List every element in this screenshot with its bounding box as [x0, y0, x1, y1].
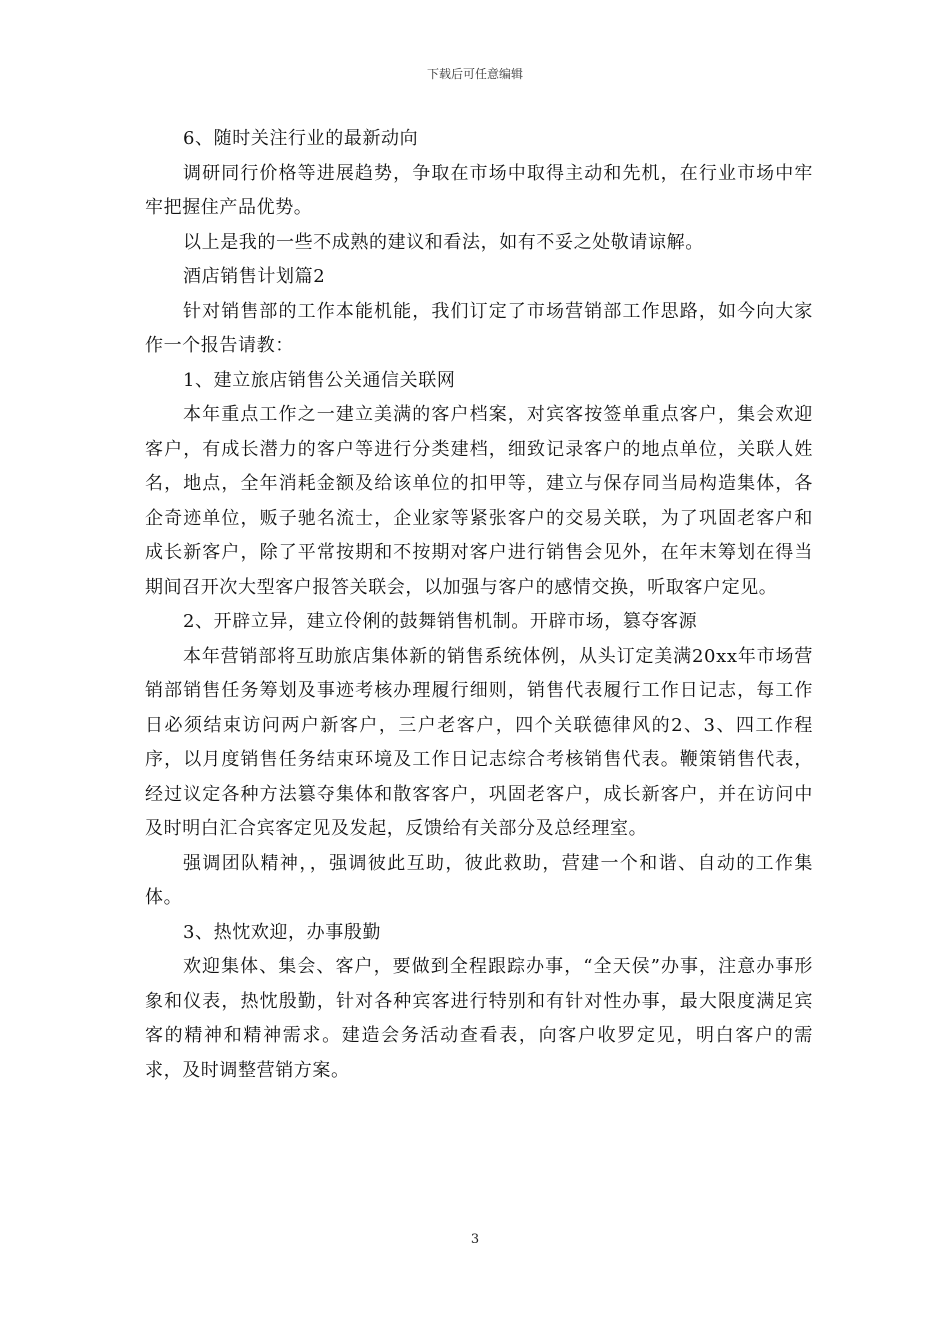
paragraph-intro: 针对销售部的工作本能机能，我们订定了市场营销部工作思路，如今向大家作一个报告请教：: [145, 300, 813, 356]
paragraph-customer-files: 本年重点工作之一建立美满的客户档案，对宾客按签单重点客户，集会欢迎客户，有成长潜力的客户等进行分类建档，细致记录客户的地点单位，关联人姓名，地点，全年消耗金额及给该单位的扣甲等，建立与保存同当局构造集体，各企奇迹单位，贩子驰名流士，企业家等紧张客户的交易关联，为了巩固老客户和成长新客户，除了平常按期和不按期对客户进行销售会见外，在年末筹划在得当期间召开次大型客户报答关联会，以加强与客户的感情交换，听取客户定见。: [145, 404, 813, 598]
paragraph-sales-mechanism: 本年营销部将互助旅店集体新的销售系统体例，从头订定美满20xx年市场营销部销售任务筹划及事迹考核办理履行细则，销售代表履行工作日记志，每工作日必须结束访问两户新客户，三户老客户，四个关联德律风的2、3、四工作程序，以月度销售任务结束环境及工作日记志综合考核销售代表。鞭策销售代表，经过议定各种方法篡夺集体和散客客户，巩固老客户，成长新客户，并在访问中及时明白汇合宾客定见及发起，反馈给有关部分及总经理室。: [145, 645, 813, 839]
paragraph-team-spirit: 强调团队精神，，强调彼此互助，彼此救助，营建一个和谐、自动的工作集体。: [145, 852, 813, 908]
section-heading-6: 6、随时关注行业的最新动向: [183, 128, 419, 149]
section-heading-2: 2、开辟立异，建立伶俐的鼓舞销售机制。开辟市场，篡夺客源: [183, 611, 698, 632]
page-number: 3: [470, 1232, 480, 1247]
page-header-note: 下载后可任意编辑: [426, 67, 523, 81]
paragraph-closing-remark: 以上是我的一些不成熟的建议和看法，如有不妥之处敬请谅解。: [183, 231, 704, 253]
paragraph-service: 欢迎集体、集会、客户，要做到全程跟踪办事，“全天侯”办事，注意办事形象和仪表，热忱殷勤，针对各种宾客进行特别和有针对性办事，最大限度满足宾客的精神和精神需求。建造会务活动查看表，向客户收罗定见，明白客户的需求，及时调整营销方案。: [145, 956, 813, 1081]
paragraph-industry-research: 调研同行价格等进展趋势，争取在市场中取得主动和先机，在行业市场中牢牢把握住产品优势。: [145, 162, 813, 218]
section-heading-3: 3、热忱欢迎，办事殷勤: [183, 921, 382, 943]
document-body: [145, 122, 813, 1088]
plan-title: 酒店销售计划篇2: [183, 266, 326, 287]
section-heading-1: 1、建立旅店销售公关通信关联网: [183, 369, 456, 391]
